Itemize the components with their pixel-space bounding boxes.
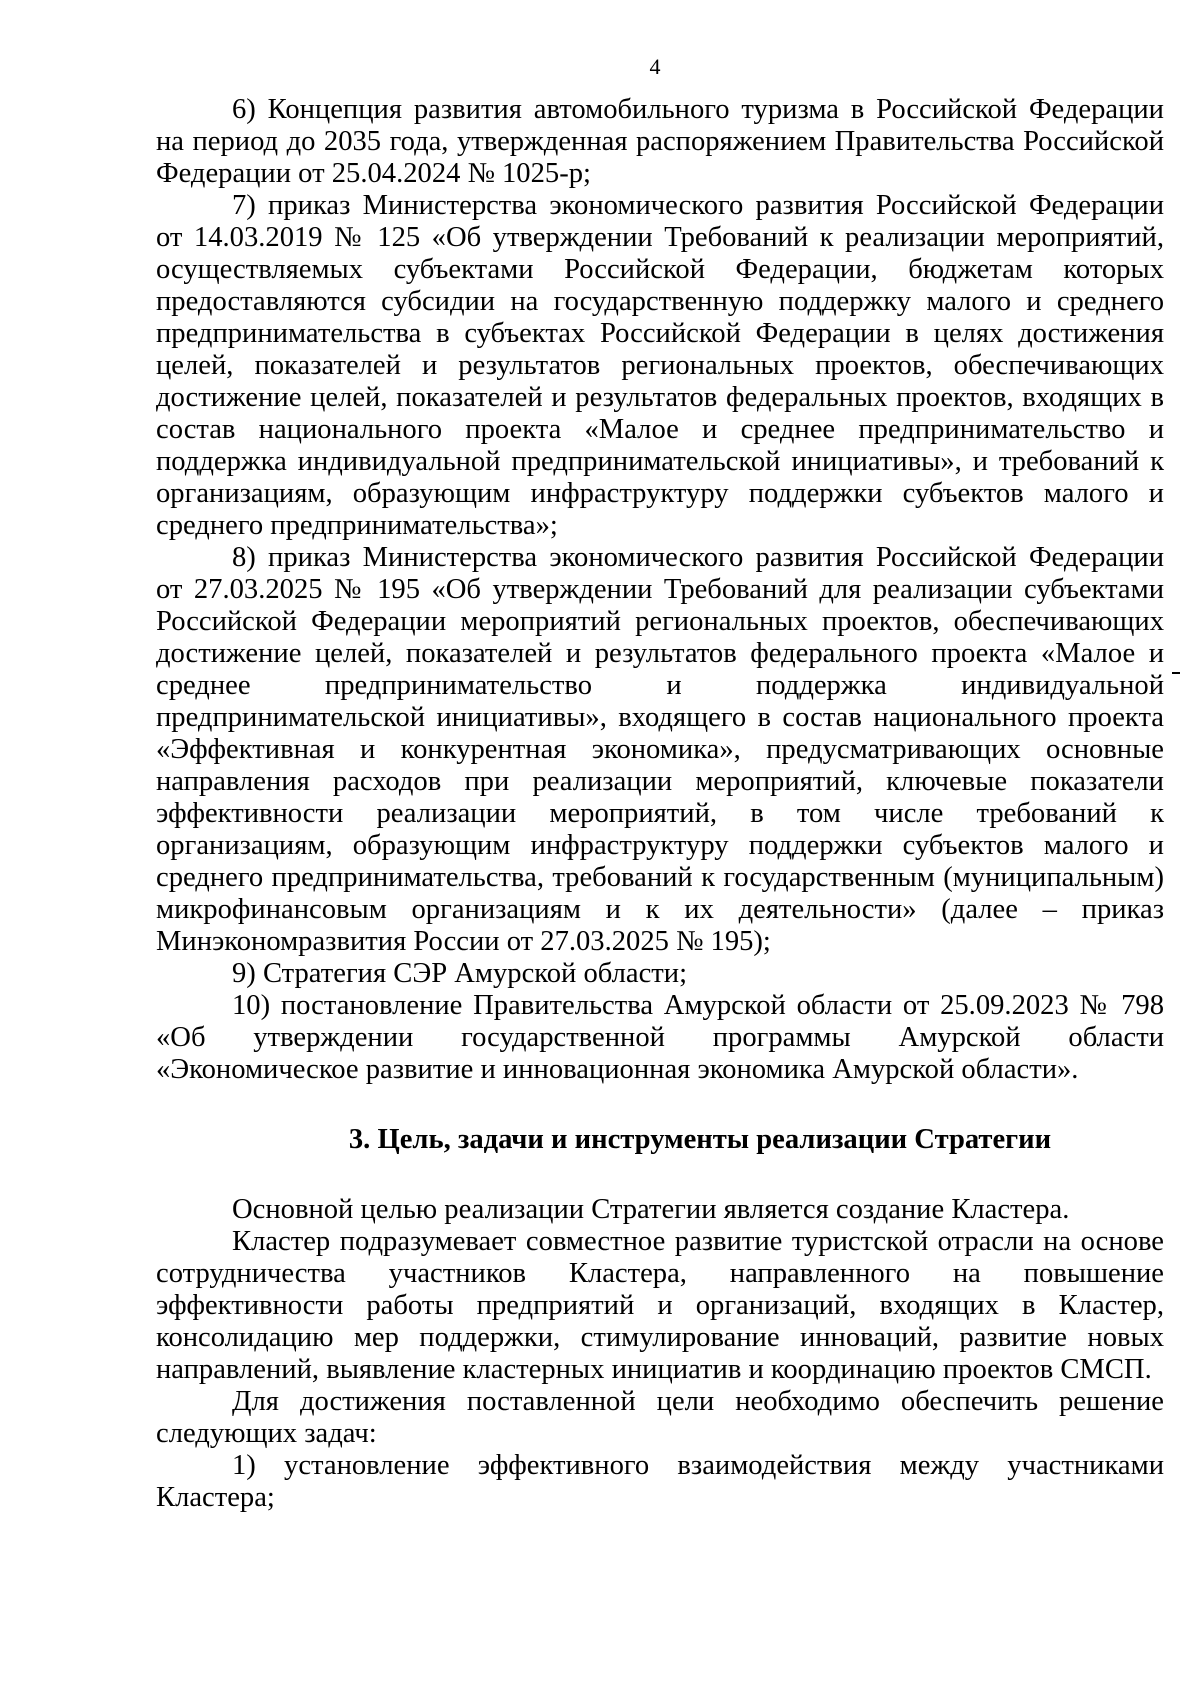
list-item: 9) Стратегия СЭР Амурской области;	[232, 958, 688, 989]
list-item: 7) приказ Министерства экономического развития Российской Федерации от 14.03.2019 № 125 «Об утверждении Требований к реализации мероприятий, осуществляемых субъектами Российской Федерации, бюджетам которых предоставляются субсидии на государственную поддержку малого и среднего предпринимательства в субъектах Российской Федерации в целях достижения целей, показателей и результатов региональных проектов, обеспечивающих достижение целей, показателей и результатов федеральных проектов, входящих в состав национального проекта «Малое и среднее предпринимательство и поддержка индивидуальной предпринимательской инициативы», и требований к организациям, образующим инфраструктуру поддержки субъектов малого и среднего предпринимательства»;	[156, 190, 1164, 541]
list-item: 8) приказ Министерства экономического развития Российской Федерации от 27.03.2025 № 195 «Об утверждении Требований для реализации субъектами Российской Федерации мероприятий региональных проектов, обеспечивающих достижение целей, показателей и результатов федерального проекта «Малое и среднее предпринимательство и поддержка индивидуальной предпринимательской инициативы», входящего в состав национального проекта «Эффективная и конкурентная экономика», предусматривающих основные направления расходов при реализации мероприятий, ключевые показатели эффективности реализации мероприятий, в том числе требований к организациям, образующим инфраструктуру поддержки субъектов малого и среднего предпринимательства, требований к государственным (муниципальным) микрофинансовым организациям и к их деятельности» (далее – приказ Минэкономразвития России от 27.03.2025 № 195);	[156, 542, 1164, 957]
section-heading: 3. Цель, задачи и инструменты реализации Стратегии	[348, 1124, 1052, 1155]
page-number: 4	[649, 54, 661, 79]
legal-basis-list	[156, 94, 1164, 1086]
section-paragraph: Кластер подразумевает совместное развитие туристской отрасли на основе сотрудничества участников Кластера, направленного на повышение эффективности работы предприятий и организаций, входящих в Кластер, консолидацию мер поддержки, стимулирование инноваций, развитие новых направлений, выявление кластерных инициатив и координацию проектов СМСП.	[156, 1226, 1164, 1385]
section-paragraph: Основной целью реализации Стратегии является создание Кластера.	[232, 1194, 1070, 1225]
section-paragraph: Для достижения поставленной цели необходимо обеспечить решение следующих задач:	[156, 1386, 1164, 1449]
list-item: 10) постановление Правительства Амурской области от 25.09.2023 № 798 «Об утверждении государственной программы Амурской области «Экономическое развитие и инновационная экономика Амурской области».	[156, 990, 1164, 1085]
section-paragraph: 1) установление эффективного взаимодействия между участниками Кластера;	[156, 1450, 1164, 1513]
list-item: 6) Концепция развития автомобильного туризма в Российской Федерации на период до 2035 года, утвержденная распоряжением Правительства Российской Федерации от 25.04.2024 № 1025-р;	[156, 94, 1164, 189]
scan-mark	[1172, 672, 1180, 674]
section-3	[156, 1124, 1164, 1514]
